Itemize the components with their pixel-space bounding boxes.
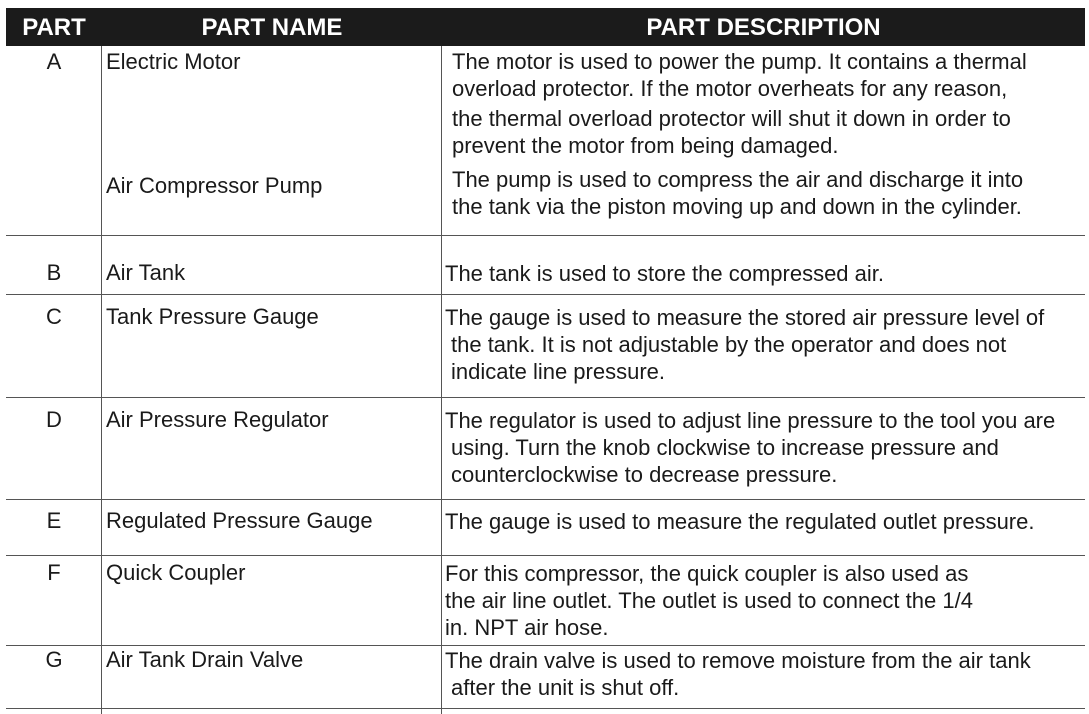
part-letter: D [46,407,62,432]
part-description: The gauge is used to measure the regulated outlet pressure. [445,509,1035,534]
row-divider [6,397,1085,398]
part-description: The drain valve is used to remove moisture from the air tank after the unit is shut off. [445,648,1031,700]
header-part-description: PART DESCRIPTION [646,14,881,41]
row-divider [6,708,1085,709]
part-description: The motor is used to power the pump. It contains a thermal overload protector. If the motor overheats for any reason, the thermal overload protector will shut it down in order to prevent the motor from being damaged. [452,49,1027,158]
part-name: Air Tank [106,260,186,285]
part-name: Air Compressor Pump [106,173,323,198]
parts-table [6,8,1085,714]
part-name: Tank Pressure Gauge [106,304,319,329]
row-divider [6,235,1085,236]
part-letter: B [46,260,62,285]
part-name: Electric Motor [106,49,241,74]
part-description: The tank is used to store the compressed air. [445,261,885,286]
column-divider-1 [101,46,102,714]
row-divider [6,294,1085,295]
column-divider-2 [441,46,442,714]
header-part-name: PART NAME [201,14,343,41]
part-name: Air Tank Drain Valve [106,647,304,672]
part-letter: G [45,647,63,672]
part-description: The pump is used to compress the air and discharge it into the tank via the piston moving up and down in the cylinder. [452,167,1024,219]
part-name: Air Pressure Regulator [106,407,329,432]
part-letter: A [46,49,62,74]
part-name: Regulated Pressure Gauge [106,508,373,533]
row-divider [6,499,1085,500]
part-description: For this compressor, the quick coupler is also used as the air line outlet. The outlet is used to connect the 1/4 in. NPT air hose. [445,561,973,640]
part-letter: F [47,560,61,585]
part-description: The regulator is used to adjust line pressure to the tool you are using. Turn the knob clockwise to increase pressure and counterclockwise to decrease pressure. [445,408,1056,487]
part-letter: E [46,508,62,533]
row-divider [6,555,1085,556]
table-header [6,8,1085,46]
part-letter: C [46,304,62,329]
part-description: The gauge is used to measure the stored air pressure level of the tank. It is not adjustable by the operator and does not indicate line pressure. [445,305,1045,384]
part-name: Quick Coupler [106,560,246,585]
header-part: PART [22,14,86,41]
